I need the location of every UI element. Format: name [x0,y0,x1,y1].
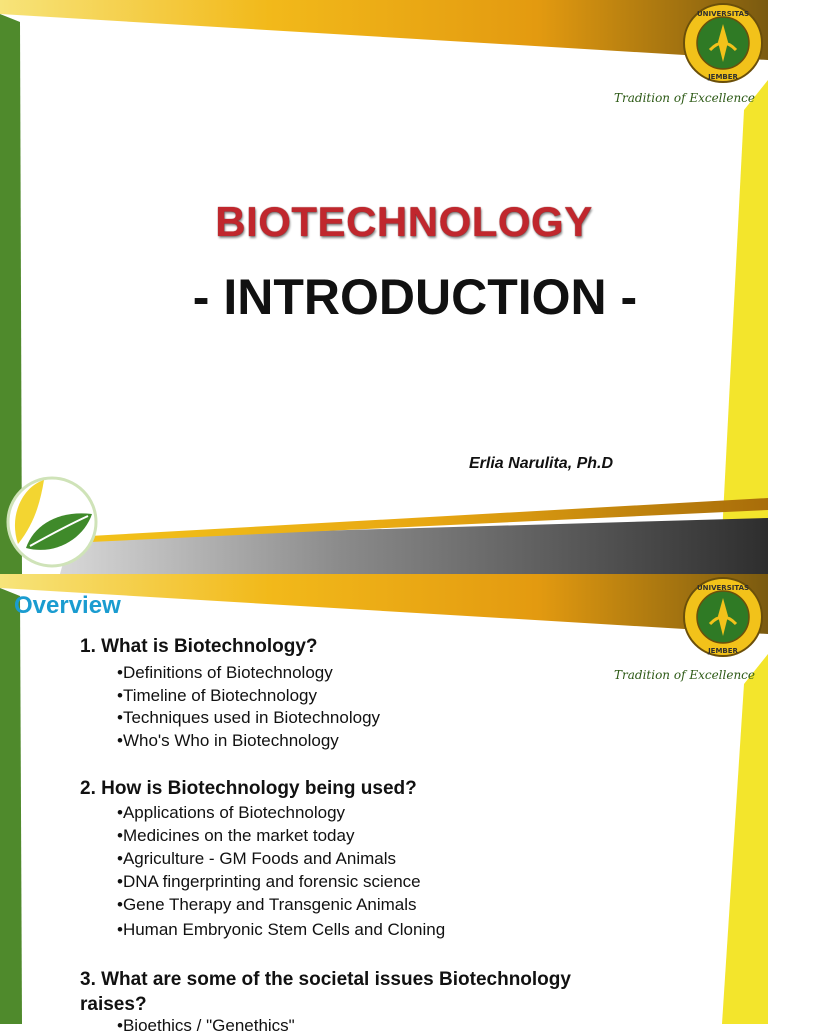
list-item: •Human Embryonic Stem Cells and Cloning [117,920,446,939]
overview-slide [0,574,768,1035]
leaf-emblem-icon [4,474,96,574]
list-item: •Medicines on the market today [117,826,355,845]
list-item: •Applications of Biotechnology [117,803,346,822]
section-title: 1. What is Biotechnology? [80,636,318,657]
list-item: •Timeline of Biotechnology [117,686,317,705]
slide-subtitle: - INTRODUCTION - [192,269,638,325]
section-title: 3. What are some of the societal issues Biotechnology [80,969,571,990]
list-item: •Agriculture - GM Foods and Animals [117,849,397,868]
tagline: Tradition of Excellence [614,668,755,682]
tagline: Tradition of Excellence [614,91,755,105]
university-logo-icon [682,2,764,84]
logo-text-bottom: JEMBER [708,73,738,81]
list-item: •DNA fingerprinting and forensic science [117,872,421,891]
logo-text-bottom: JEMBER [708,647,738,655]
list-item: •Techniques used in Biotechnology [117,708,381,727]
author-name: Erlia Narulita, Ph.D [469,455,614,472]
list-item: •Bioethics / "Genethics" [117,1016,295,1035]
slide-title: BIOTECHNOLOGY [215,198,593,245]
section-title: 2. How is Biotechnology being used? [80,778,417,799]
list-item: •Gene Therapy and Transgenic Animals [117,895,417,914]
overview-heading: Overview [14,592,121,619]
logo-text-top: UNIVERSITAS [696,584,750,592]
section-title-continued: raises? [80,994,147,1015]
university-logo-icon [682,576,764,658]
list-item: •Who's Who in Biotechnology [117,731,339,750]
logo-text-top: UNIVERSITAS [696,10,750,18]
list-item: •Definitions of Biotechnology [117,663,333,682]
